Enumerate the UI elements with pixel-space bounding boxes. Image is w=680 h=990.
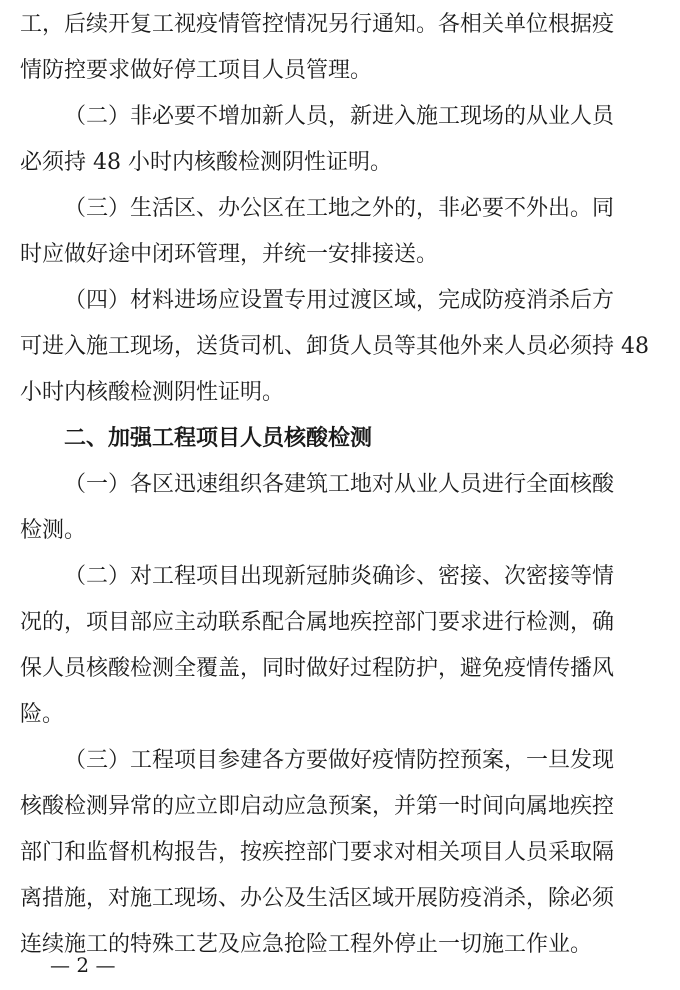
body-text-line: 保人员核酸检测全覆盖，同时做好过程防护，避免疫情传播风 <box>20 656 615 681</box>
section-heading: 二、加强工程项目人员核酸检测 <box>64 426 373 451</box>
body-text-line: 核酸检测异常的应立即启动应急预案，并第一时间向属地疾控 <box>20 794 615 819</box>
body-text-line: 检测。 <box>20 518 87 543</box>
body-text-line: 部门和监督机构报告，按疾控部门要求对相关项目人员采取隔 <box>20 840 615 865</box>
paragraph-item-3: （三）工程项目参建各方要做好疫情防控预案，一旦发现 <box>64 748 615 773</box>
body-text-line: 时应做好途中闭环管理，并统一安排接送。 <box>20 242 439 267</box>
body-text-line: 况的，项目部应主动联系配合属地疾控部门要求进行检测，确 <box>20 610 615 635</box>
paragraph-item-2: （二）非必要不增加新人员，新进入施工现场的从业人员 <box>64 104 615 129</box>
paragraph-item-1: （一）各区迅速组织各建筑工地对从业人员进行全面核酸 <box>64 472 615 497</box>
paragraph-item-4: （四）材料进场应设置专用过渡区域，完成防疫消杀后方 <box>64 288 615 313</box>
body-text-line: 离措施，对施工现场、办公及生活区域开展防疫消杀，除必须 <box>20 886 615 911</box>
body-text-line: 小时内核酸检测阴性证明。 <box>20 380 285 405</box>
body-text-line: 工，后续开复工视疫情管控情况另行通知。各相关单位根据疫 <box>20 12 615 37</box>
body-text-line: 必须持 48 小时内核酸检测阴性证明。 <box>20 150 392 175</box>
body-text-line: 可进入施工现场，送货司机、卸货人员等其他外来人员必须持 48 <box>20 334 649 359</box>
body-text-line: 情防控要求做好停工项目人员管理。 <box>20 58 373 83</box>
paragraph-item-2: （二）对工程项目出现新冠肺炎确诊、密接、次密接等情 <box>64 564 615 589</box>
body-text-line: 险。 <box>20 702 65 727</box>
body-text-line: 连续施工的特殊工艺及应急抢险工程外停止一切施工作业。 <box>20 932 593 957</box>
paragraph-item-3: （三）生活区、办公区在工地之外的，非必要不外出。同 <box>64 196 615 221</box>
page-number: — 2 — <box>50 953 116 977</box>
